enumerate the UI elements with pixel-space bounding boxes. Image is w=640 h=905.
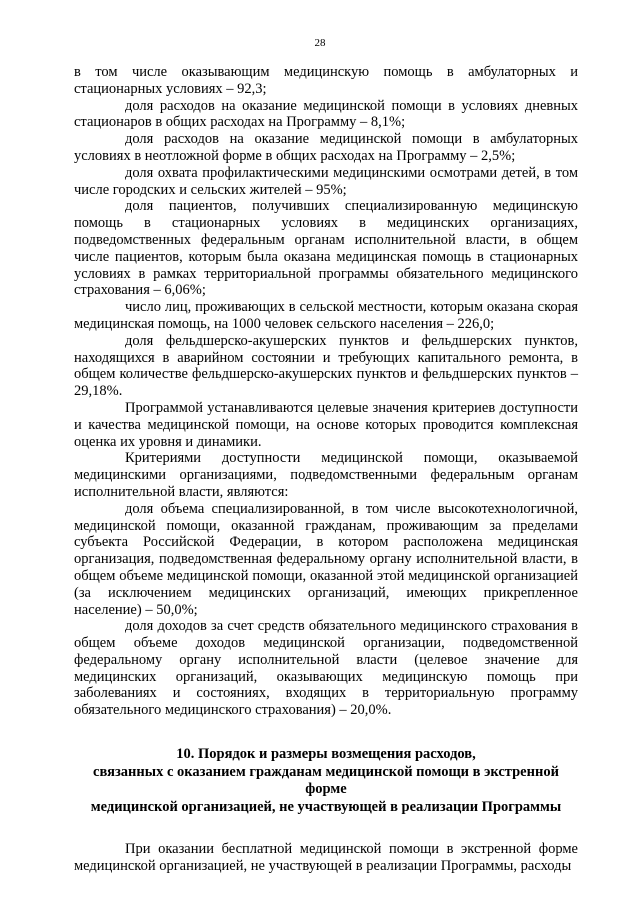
paragraph: доля расходов на оказание медицинской помощи в условиях дневных стационаров в общих расходах на Программу – 8,1%;	[74, 97, 578, 131]
paragraph: число лиц, проживающих в сельской местности, которым оказана скорая медицинская помощь, на 1000 человек сельского населения – 226,0;	[74, 299, 578, 332]
paragraph: доля расходов на оказание медицинской помощи в амбулаторных условиях в неотложной форме в общих расходах на Программу – 2,5%;	[74, 131, 578, 164]
section-title-line-1: 10. Порядок и размеры возмещения расходов,	[176, 746, 476, 763]
section-title	[74, 746, 578, 816]
paragraphs-after	[74, 841, 578, 875]
page-number: 28	[314, 37, 326, 49]
document-body	[74, 64, 578, 875]
paragraph: Критериями доступности медицинской помощи, оказываемой медицинскими организациями, подведомственными федеральным органам исполнительной власти, являются:	[74, 450, 578, 500]
paragraph: доля охвата профилактическими медицинскими осмотрами детей, в том числе городских и сельских жителей – 95%;	[74, 164, 578, 198]
paragraph: доля доходов за счет средств обязательного медицинского страхования в общем объеме доходов медицинской организации, подведомственной федеральному органу исполнительной власти (целевое значение для медицинских организаций, оказывающих медицинскую помощь при заболеваниях и состояниях, входящих в территориальную программу обязательного медицинского страхования) – 20,0%.	[74, 618, 578, 719]
paragraph: в том числе оказывающим медицинскую помощь в амбулаторных и стационарных условиях – 92,3;	[74, 64, 578, 97]
section-title-line-2: связанных с оказанием гражданам медицинской помощи в экстренной форме	[93, 763, 559, 798]
paragraph: Программой устанавливаются целевые значения критериев доступности и качества медицинской помощи, на основе которых проводится комплексная оценка их уровня и динамики.	[74, 399, 578, 450]
section-title-line-3: медицинской организацией, не участвующей в реализации Программы	[90, 798, 562, 815]
paragraph: доля фельдшерско-акушерских пунктов и фельдшерских пунктов, находящихся в аварийном состоянии и требующих капитального ремонта, в общем количестве фельдшерско-акушерских пунктов и фельдшерских пунктов – 29,18%.	[74, 332, 578, 400]
paragraph: доля объема специализированной, в том числе высокотехнологичной, медицинской помощи, оказанной гражданам, проживающим за пределами субъекта Российской Федерации, в котором расположена медицинская организация, подведомственная федеральному органу исполнительной власти, в общем объеме медицинской помощи, оказанной этой медицинской организацией (за исключением медицинских организаций, имеющих прикрепленное население) – 50,0%;	[74, 500, 578, 618]
paragraph: доля пациентов, получивших специализированную медицинскую помощь в стационарных условиях в медицинских организациях, подведомственных федеральным органам исполнительной власти, в общем числе пациентов, которым была оказана медицинская помощь в стационарных условиях в рамках территориальной программы обязательного медицинского страхования – 6,06%;	[74, 198, 578, 299]
paragraph: При оказании бесплатной медицинской помощи в экстренной форме медицинской организацией, не участвующей в реализации Программы, расходы	[74, 841, 578, 874]
paragraphs-before	[74, 64, 578, 719]
